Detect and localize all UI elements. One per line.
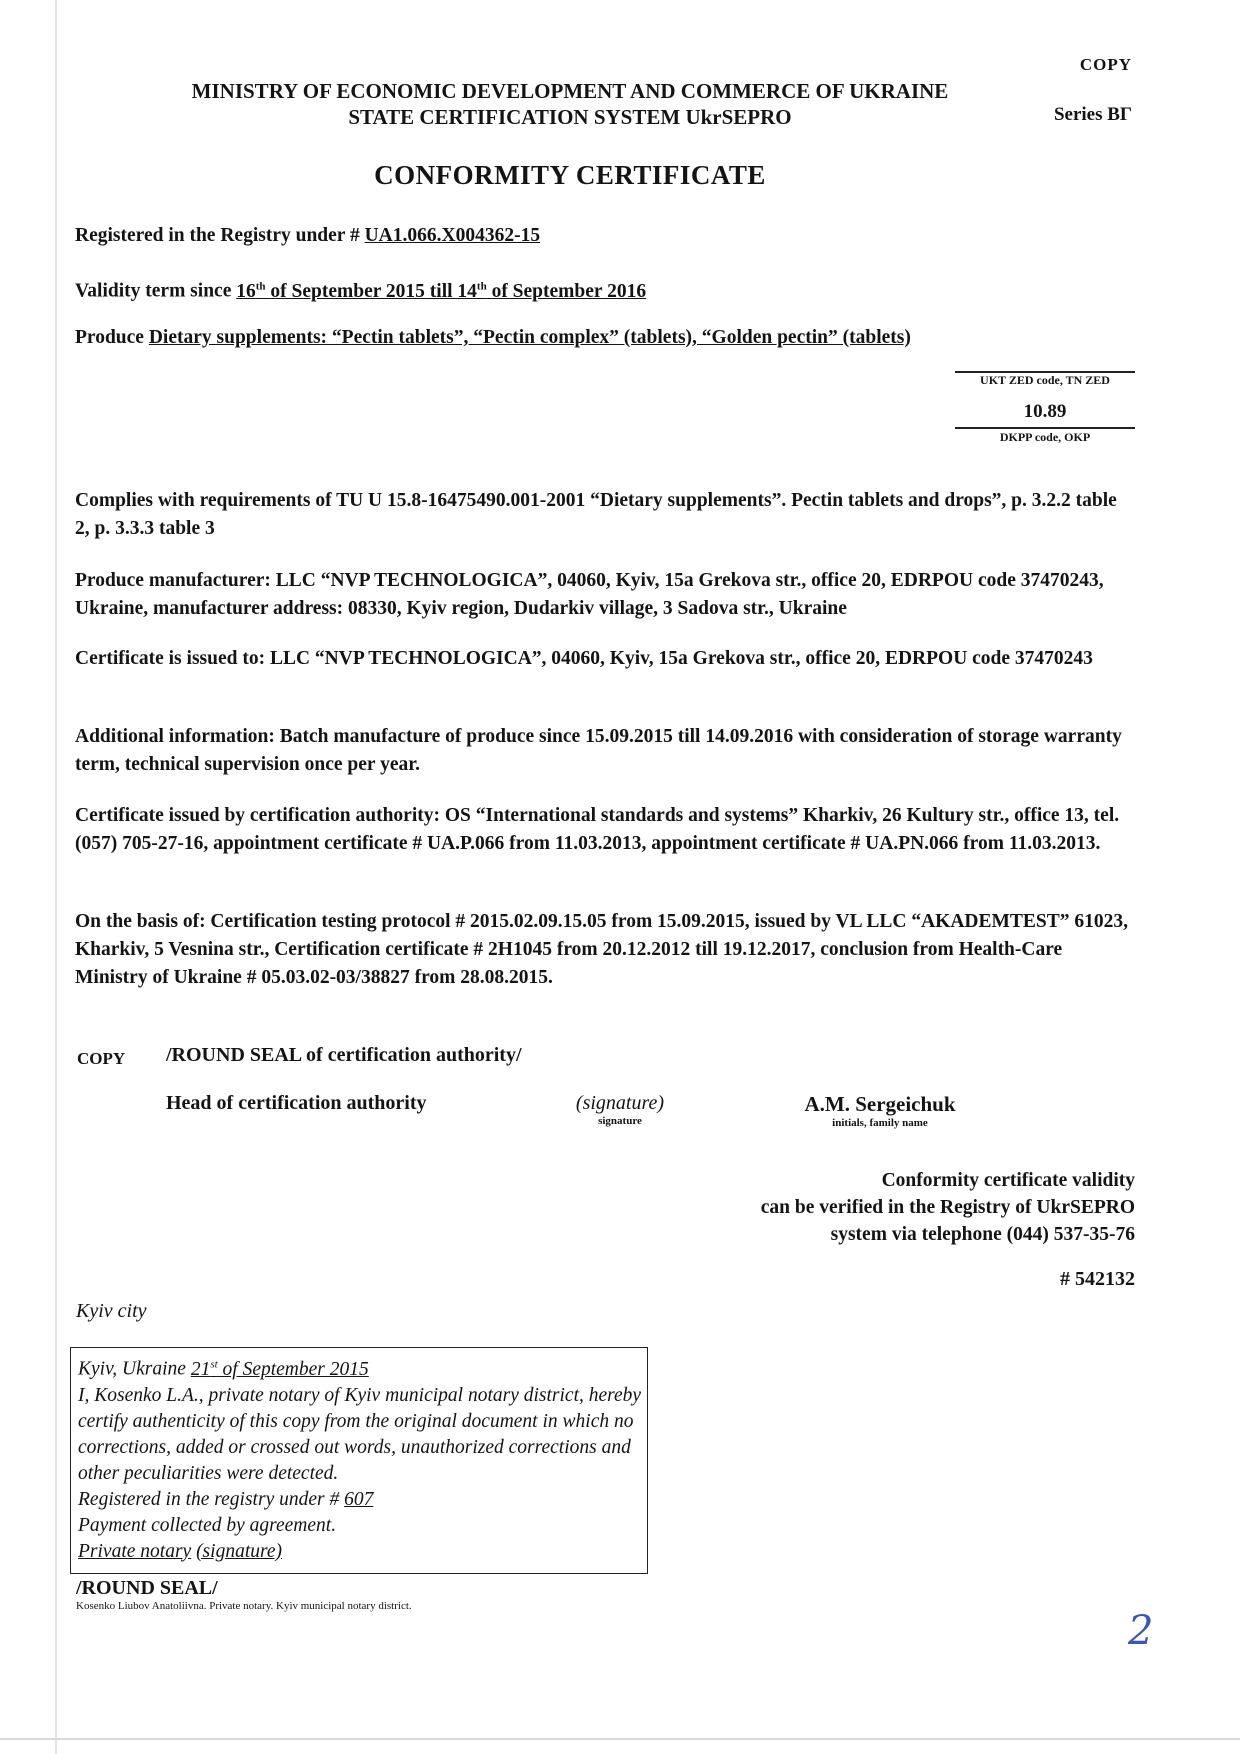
produce-label: Produce xyxy=(75,327,144,348)
validity-line xyxy=(75,272,1135,306)
handwritten-page-number: 2 xyxy=(1128,1608,1154,1654)
registry-label: Registered in the Registry under # xyxy=(75,225,360,246)
notary-date-rest: of September 2015 xyxy=(222,1358,369,1380)
ukt-code-caption: UKT ZED code, TN ZED xyxy=(980,373,1110,387)
dkpp-code-rule xyxy=(955,427,1135,429)
notary-round-seal: /ROUND SEAL/ xyxy=(76,1577,218,1599)
copy-mark: COPY xyxy=(1079,55,1132,74)
verify-line-1: Conformity certificate validity xyxy=(881,1170,1135,1191)
complies-paragraph: Complies with requirements of TU U 15.8-16475490.001-2001 “Dietary supplements”. Pectin tablets and drops”, p. 3.2.2 table 2, p. 3.3.3 table 3 xyxy=(75,490,1117,539)
notary-date-line xyxy=(78,1351,647,1383)
notary-registered-line xyxy=(78,1487,647,1513)
dkpp-code-caption: DKPP code, OKP xyxy=(999,430,1091,444)
notary-payment: Payment collected by agreement. xyxy=(78,1514,337,1536)
head-of-authority: Head of certification authority xyxy=(166,1092,427,1114)
validity-to-sup: th xyxy=(476,280,487,292)
scan-edge-bottom xyxy=(0,1738,1240,1740)
certificate-title: CONFORMITY CERTIFICATE xyxy=(374,160,766,190)
validity-from-rest: of September 2015 till xyxy=(270,280,453,302)
produce-value: Dietary supplements: “Pectin tablets”, “Pectin complex” (tablets), “Golden pectin” (tablets) xyxy=(148,327,911,348)
ministry-heading: MINISTRY OF ECONOMIC DEVELOPMENT AND COMMERCE OF UKRAINE xyxy=(191,79,949,103)
authority-name-block xyxy=(770,1092,990,1129)
certificate-number: # 542132 xyxy=(1060,1268,1135,1290)
basis-paragraph: On the basis of: Certification testing protocol # 2015.02.09.15.05 from 15.09.2015, issued by VL LLC “AKADEMTEST” 61023, Kharkiv, 5 Vesnina str., Certification certificate # 2H1045 from 20.12.2012 till 19.12.2017, conclusion from Health-Care Ministry of Ukraine # 05.03.02-03/38827 from 28.08.2015. xyxy=(75,911,1129,988)
authority-name: A.M. Sergeichuk xyxy=(804,1092,956,1116)
validity-to-rest: of September 2016 xyxy=(491,280,647,302)
copy-label: COPY xyxy=(77,1049,126,1068)
signature-caption: signature xyxy=(598,1115,642,1127)
name-caption: initials, family name xyxy=(832,1117,928,1129)
validity-to-day: 14 xyxy=(457,280,477,302)
private-notary-label: Private notary xyxy=(78,1540,192,1562)
notary-statement: I, Kosenko L.A., private notary of Kyiv municipal notary district, hereby certify authenticity of this copy from the original document in which no corrections, added or crossed out words, unauthorized corrections and other peculiarities were detected. xyxy=(78,1384,642,1484)
manufacturer-paragraph: Produce manufacturer: LLC “NVP TECHNOLOGICA”, 04060, Kyiv, 15a Grekova str., office 20, EDRPOU code 37470243, Ukraine, manufacturer address: 08330, Kyiv region, Dudarkiv village, 3 Sadova str., Ukraine xyxy=(75,570,1104,619)
additional-info-paragraph: Additional information: Batch manufacture of produce since 15.09.2015 till 14.09.2016 with consideration of storage warranty term, technical supervision once per year. xyxy=(75,726,1122,775)
notary-registered-number: 607 xyxy=(344,1488,374,1510)
authority-signature-block xyxy=(540,1092,700,1127)
notary-certification-box xyxy=(70,1347,648,1574)
notary-registered-label: Registered in the registry under # xyxy=(78,1488,340,1510)
validity-label: Validity term since xyxy=(75,280,232,302)
notary-signature: (signature) xyxy=(196,1540,282,1562)
registry-line xyxy=(75,222,1135,250)
certification-authority-paragraph: Certificate issued by certification authority: OS “International standards and systems” Kharkiv, 26 Kultury str., office 13, tel. (057) 705-27-16, appointment certificate # UA.P.066 from 11.03.2013, appointment certificate # UA.PN.066 from 11.03.2013. xyxy=(75,805,1120,854)
verify-line-3: system via telephone (044) 537-35-76 xyxy=(830,1224,1135,1245)
city-label: Kyiv city xyxy=(76,1300,147,1322)
notary-date-day: 21 xyxy=(190,1358,211,1380)
notary-seal-text: Kosenko Liubov Anatoliivna. Private notary. Kyiv municipal notary district. xyxy=(76,1600,412,1612)
authority-signature: (signature) xyxy=(575,1092,665,1114)
validity-from-day: 16 xyxy=(236,280,256,302)
series-label: Series BΓ xyxy=(1053,104,1132,125)
verify-line-2: can be verified in the Registry of UkrSEPRO xyxy=(760,1197,1135,1218)
issued-to-paragraph: Certificate is issued to: LLC “NVP TECHNOLOGICA”, 04060, Kyiv, 15a Grekova str., office 20, EDRPOU code 37470243 xyxy=(75,648,1093,669)
certification-system-heading: STATE CERTIFICATION SYSTEM UkrSEPRO xyxy=(348,105,792,129)
registry-number: UA1.066.X004362-15 xyxy=(364,225,541,246)
produce-line xyxy=(75,324,1135,352)
validity-from-sup: th xyxy=(255,280,266,292)
validity-range xyxy=(236,281,646,302)
notary-date-sup: st xyxy=(210,1358,218,1370)
notary-date-prefix: Kyiv, Ukraine xyxy=(78,1358,186,1380)
round-seal-authority: /ROUND SEAL of certification authority/ xyxy=(166,1044,522,1066)
dkpp-code-value: 10.89 xyxy=(1023,401,1067,422)
notary-date xyxy=(191,1359,369,1380)
scan-edge-left xyxy=(55,0,57,1754)
notary-signature-line xyxy=(78,1539,647,1565)
verification-note xyxy=(635,1167,1135,1248)
